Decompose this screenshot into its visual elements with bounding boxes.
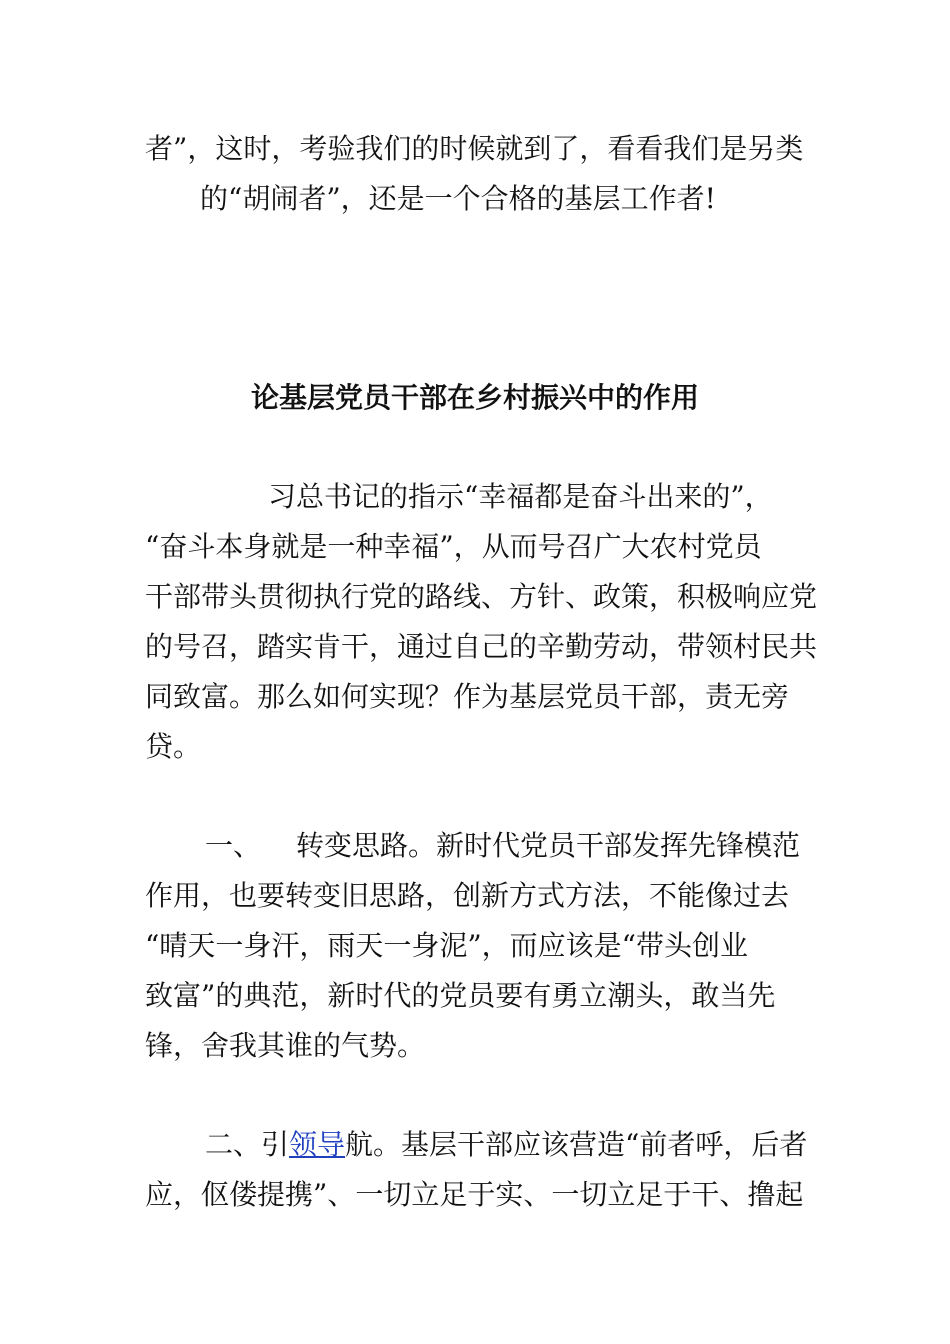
carryover-line-2: 的“胡闹者”，还是一个合格的基层工作者! bbox=[200, 182, 716, 215]
section1-line-1: 转变思路。新时代党员干部发挥先锋模范 bbox=[296, 829, 801, 862]
section1-line-5: 锋，舍我其谁的气势。 bbox=[145, 1029, 426, 1062]
section2-line-1 bbox=[205, 1120, 807, 1170]
intro-line-1: 习总书记的指示“幸福都是奋斗出来的”， bbox=[268, 480, 773, 513]
intro-line-6: 贷。 bbox=[145, 730, 202, 763]
article-title: 论基层党员干部在乡村振兴中的作用 bbox=[250, 381, 699, 414]
section1-line-3: “晴天一身汗，雨天一身泥”，而应该是“带头创业 bbox=[145, 929, 748, 962]
intro-line-3: 干部带头贯彻执行党的路线、方针、政策，积极响应党 bbox=[145, 580, 818, 613]
section2-line-1-suffix: 航。基层干部应该营造“前者呼，后者 bbox=[345, 1128, 808, 1161]
leadership-link[interactable]: 领导 bbox=[289, 1128, 346, 1161]
intro-line-5: 同致富。那么如何实现？作为基层党员干部，责无旁 bbox=[145, 680, 790, 713]
intro-line-4: 的号召，踏实肯干，通过自己的辛勤劳动，带领村民共 bbox=[145, 630, 818, 663]
carryover-line-1: 者”，这时，考验我们的时候就到了，看看我们是另类 bbox=[145, 132, 804, 165]
section1-number: 一、 bbox=[205, 829, 262, 862]
section1-line-4: 致富”的典范，新时代的党员要有勇立潮头，敢当先 bbox=[145, 979, 776, 1012]
section2-line-2: 应，伛偻提携”、一切立足于实、一切立足于干、撸起 bbox=[145, 1178, 804, 1211]
section1-line-2: 作用，也要转变旧思路，创新方式方法，不能像过去 bbox=[145, 879, 790, 912]
intro-line-2: “奋斗本身就是一种幸福”，从而号召广大农村党员 bbox=[145, 530, 762, 563]
section2-line-1-prefix: 二、引 bbox=[205, 1128, 290, 1161]
